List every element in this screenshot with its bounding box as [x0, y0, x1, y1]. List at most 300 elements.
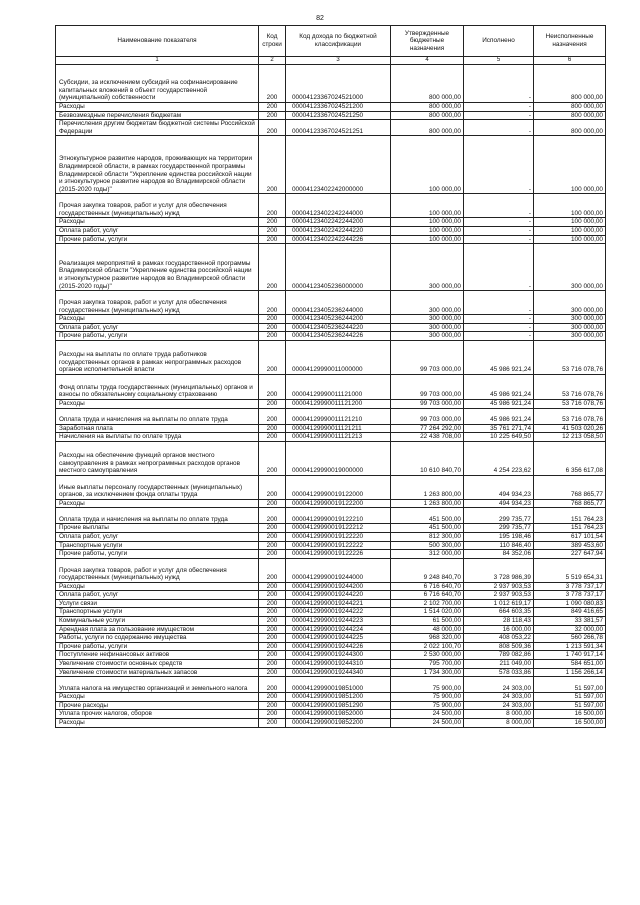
row-executed-amount: 211 049,00 [464, 660, 534, 669]
table-row [56, 499, 606, 508]
row-name: Безвозмездные перечисления бюджетам [56, 111, 259, 120]
row-executed-amount: 10 225 649,50 [464, 433, 534, 442]
row-name: Расходы на выплаты по оплате труда работников государственных органов в рамках непрограммных расходов органов исполнительной власти [56, 340, 259, 374]
row-approved-amount: 24 500,00 [391, 719, 464, 728]
table-row [56, 332, 606, 341]
row-unexecuted-amount: 51 597,00 [534, 693, 606, 702]
row-line-code: 200 [259, 226, 286, 235]
budget-execution-table [55, 25, 606, 728]
row-line-code: 200 [259, 499, 286, 508]
row-approved-amount: 300 000,00 [391, 291, 464, 315]
row-line-code: 200 [259, 399, 286, 408]
row-name: Расходы [56, 399, 259, 408]
table-row [56, 103, 606, 112]
row-classification-code: 00004129990011121210 [286, 408, 391, 424]
row-executed-amount: 2 937 903,53 [464, 591, 534, 600]
row-unexecuted-amount: 768 865,77 [534, 475, 606, 499]
table-row [56, 719, 606, 728]
row-unexecuted-amount: 53 716 078,76 [534, 340, 606, 374]
table-row [56, 677, 606, 693]
row-classification-code: 00004129990019244220 [286, 591, 391, 600]
row-unexecuted-amount: 300 000,00 [534, 244, 606, 291]
row-executed-amount: - [464, 120, 534, 136]
row-unexecuted-amount: 1 156 266,14 [534, 668, 606, 677]
row-unexecuted-amount: 53 716 078,76 [534, 399, 606, 408]
row-approved-amount: 99 703 000,00 [391, 399, 464, 408]
row-classification-code: 00004129990019244223 [286, 617, 391, 626]
row-name: Субсидии, за исключением субсидий на софинансирование капитальных вложений в объект государственной (муниципальной) собственности [56, 65, 259, 103]
column-header-kbk: Код дохода по бюджетной классификации [286, 26, 391, 57]
row-approved-amount: 6 716 640,70 [391, 582, 464, 591]
row-line-code: 200 [259, 340, 286, 374]
header-row [56, 26, 606, 57]
row-line-code: 200 [259, 433, 286, 442]
table-row [56, 508, 606, 524]
row-name: Оплата работ, услуг [56, 323, 259, 332]
column-header-approved: Утвержденные бюджетные назначения [391, 26, 464, 57]
row-classification-code: 00004129990019851000 [286, 677, 391, 693]
row-name: Заработная плата [56, 424, 259, 433]
table-row [56, 194, 606, 218]
row-classification-code: 00004129990019244226 [286, 642, 391, 651]
column-number: 3 [286, 57, 391, 65]
row-approved-amount: 100 000,00 [391, 226, 464, 235]
row-classification-code: 00004129990011121211 [286, 424, 391, 433]
row-executed-amount: 24 303,00 [464, 701, 534, 710]
row-approved-amount: 2 102 700,00 [391, 599, 464, 608]
page-number: 82 [316, 15, 324, 22]
row-approved-amount: 300 000,00 [391, 244, 464, 291]
row-unexecuted-amount: 32 000,00 [534, 625, 606, 634]
row-unexecuted-amount: 560 266,78 [534, 634, 606, 643]
row-line-code: 200 [259, 693, 286, 702]
row-classification-code: 00004129990019244340 [286, 668, 391, 677]
row-line-code: 200 [259, 65, 286, 103]
row-name: Реализация мероприятий в рамках государственной программы Владимирской области "Укрепление единства российской нации и этнокультурное развитие народов во Владимирской области (2015-2020 годы)" [56, 244, 259, 291]
row-executed-amount: - [464, 136, 534, 194]
row-line-code: 200 [259, 532, 286, 541]
row-executed-amount: - [464, 235, 534, 244]
table-row [56, 524, 606, 533]
row-classification-code: 00004129990019122222 [286, 541, 391, 550]
row-line-code: 200 [259, 218, 286, 227]
table-body [56, 65, 606, 728]
row-name: Оплата работ, услуг [56, 591, 259, 600]
row-name: Уплата прочих налогов, сборов [56, 710, 259, 719]
row-unexecuted-amount: 800 000,00 [534, 103, 606, 112]
row-executed-amount: - [464, 111, 534, 120]
table-row [56, 660, 606, 669]
row-approved-amount: 451 500,00 [391, 508, 464, 524]
row-line-code: 200 [259, 315, 286, 324]
table-row [56, 424, 606, 433]
row-approved-amount: 6 716 640,70 [391, 591, 464, 600]
row-name: Прочие работы, услуги [56, 550, 259, 559]
row-line-code: 200 [259, 235, 286, 244]
table-row [56, 433, 606, 442]
row-approved-amount: 75 900,00 [391, 693, 464, 702]
column-header-code: Код строки [259, 26, 286, 57]
table-row [56, 558, 606, 582]
table-row [56, 693, 606, 702]
row-name: Коммунальные услуги [56, 617, 259, 626]
row-executed-amount: - [464, 226, 534, 235]
column-number-row [56, 57, 606, 65]
row-name: Прочие работы, услуги [56, 642, 259, 651]
row-executed-amount: 578 033,86 [464, 668, 534, 677]
column-number: 2 [259, 57, 286, 65]
row-unexecuted-amount: 12 213 058,50 [534, 433, 606, 442]
table-row [56, 541, 606, 550]
row-unexecuted-amount: 151 764,23 [534, 508, 606, 524]
table-row [56, 441, 606, 475]
row-classification-code: 00004129990019122220 [286, 532, 391, 541]
row-line-code: 200 [259, 136, 286, 194]
row-unexecuted-amount: 227 647,94 [534, 550, 606, 559]
row-classification-code: 00004123402242244000 [286, 194, 391, 218]
row-line-code: 200 [259, 582, 286, 591]
row-line-code: 200 [259, 332, 286, 341]
row-executed-amount: - [464, 103, 534, 112]
table-row [56, 235, 606, 244]
row-classification-code: 00004123405236244200 [286, 315, 391, 324]
row-unexecuted-amount: 300 000,00 [534, 332, 606, 341]
row-approved-amount: 300 000,00 [391, 315, 464, 324]
row-name: Расходы [56, 218, 259, 227]
row-line-code: 200 [259, 625, 286, 634]
row-classification-code: 00004129990019000000 [286, 441, 391, 475]
row-executed-amount: 494 934,23 [464, 499, 534, 508]
table-row [56, 374, 606, 399]
row-executed-amount: 3 728 986,39 [464, 558, 534, 582]
row-name: Увеличение стоимости материальных запасов [56, 668, 259, 677]
row-name: Расходы [56, 582, 259, 591]
row-line-code: 200 [259, 719, 286, 728]
row-classification-code: 00004123367024521200 [286, 103, 391, 112]
row-executed-amount: 16 000,00 [464, 625, 534, 634]
row-classification-code: 00004129990019122212 [286, 524, 391, 533]
table-row [56, 218, 606, 227]
row-name: Расходы [56, 719, 259, 728]
row-executed-amount: 299 735,77 [464, 524, 534, 533]
row-approved-amount: 800 000,00 [391, 65, 464, 103]
row-executed-amount: 45 986 921,24 [464, 408, 534, 424]
row-classification-code: 00004129990011121000 [286, 374, 391, 399]
row-executed-amount: 195 198,46 [464, 532, 534, 541]
row-approved-amount: 300 000,00 [391, 332, 464, 341]
row-approved-amount: 800 000,00 [391, 111, 464, 120]
column-number: 6 [534, 57, 606, 65]
table-row [56, 475, 606, 499]
row-line-code: 200 [259, 244, 286, 291]
row-approved-amount: 1 263 800,00 [391, 475, 464, 499]
row-approved-amount: 800 000,00 [391, 103, 464, 112]
row-line-code: 200 [259, 194, 286, 218]
table-row [56, 625, 606, 634]
row-line-code: 200 [259, 608, 286, 617]
row-approved-amount: 61 500,00 [391, 617, 464, 626]
column-header-unexecuted: Неисполненные назначения [534, 26, 606, 57]
row-unexecuted-amount: 16 500,00 [534, 719, 606, 728]
row-approved-amount: 451 500,00 [391, 524, 464, 533]
row-line-code: 200 [259, 660, 286, 669]
row-unexecuted-amount: 768 865,77 [534, 499, 606, 508]
row-unexecuted-amount: 151 764,23 [534, 524, 606, 533]
row-classification-code: 00004123402242244220 [286, 226, 391, 235]
row-approved-amount: 2 530 000,00 [391, 651, 464, 660]
row-name: Оплата труда и начисления на выплаты по оплате труда [56, 408, 259, 424]
row-classification-code: 00004129990011121200 [286, 399, 391, 408]
row-line-code: 200 [259, 120, 286, 136]
row-name: Оплата работ, услуг [56, 226, 259, 235]
row-executed-amount: 2 937 903,53 [464, 582, 534, 591]
row-line-code: 200 [259, 701, 286, 710]
table-row [56, 120, 606, 136]
row-line-code: 200 [259, 599, 286, 608]
table-row [56, 617, 606, 626]
row-name: Иные выплаты персоналу государственных (муниципальных) органов, за исключением фонда оплаты труда [56, 475, 259, 499]
row-classification-code: 00004123405236000000 [286, 244, 391, 291]
row-unexecuted-amount: 5 519 654,31 [534, 558, 606, 582]
row-approved-amount: 1 263 800,00 [391, 499, 464, 508]
row-executed-amount: 808 509,36 [464, 642, 534, 651]
row-unexecuted-amount: 849 416,65 [534, 608, 606, 617]
row-unexecuted-amount: 100 000,00 [534, 218, 606, 227]
row-approved-amount: 1 734 300,00 [391, 668, 464, 677]
row-classification-code: 00004129990019244224 [286, 625, 391, 634]
row-name: Прочие работы, услуги [56, 332, 259, 341]
row-approved-amount: 75 900,00 [391, 677, 464, 693]
row-name: Прочая закупка товаров, работ и услуг для обеспечения государственных (муниципальных) нужд [56, 291, 259, 315]
row-line-code: 200 [259, 541, 286, 550]
row-unexecuted-amount: 389 453,60 [534, 541, 606, 550]
row-executed-amount: 789 082,86 [464, 651, 534, 660]
row-name: Прочая закупка товаров, работ и услуг для обеспечения государственных (муниципальных) нужд [56, 558, 259, 582]
row-unexecuted-amount: 300 000,00 [534, 315, 606, 324]
row-line-code: 200 [259, 651, 286, 660]
row-approved-amount: 1 514 020,00 [391, 608, 464, 617]
row-classification-code: 00004129990019244225 [286, 634, 391, 643]
row-classification-code: 00004129990019122200 [286, 499, 391, 508]
row-line-code: 200 [259, 475, 286, 499]
row-classification-code: 00004129990019851290 [286, 701, 391, 710]
row-approved-amount: 500 300,00 [391, 541, 464, 550]
row-approved-amount: 99 703 000,00 [391, 340, 464, 374]
row-name: Прочие работы, услуги [56, 235, 259, 244]
row-executed-amount: - [464, 218, 534, 227]
row-unexecuted-amount: 100 000,00 [534, 235, 606, 244]
row-unexecuted-amount: 800 000,00 [534, 120, 606, 136]
table-row [56, 608, 606, 617]
row-executed-amount: 4 254 223,62 [464, 441, 534, 475]
row-classification-code: 00004123405236244220 [286, 323, 391, 332]
row-name: Расходы [56, 693, 259, 702]
row-unexecuted-amount: 41 503 020,26 [534, 424, 606, 433]
row-classification-code: 00004129990019244000 [286, 558, 391, 582]
row-classification-code: 00004123402242244226 [286, 235, 391, 244]
row-name: Фонд оплаты труда государственных (муниципальных) органов и взносы по обязательному социальному страхованию [56, 374, 259, 399]
row-executed-amount: - [464, 194, 534, 218]
row-classification-code: 00004123402242000000 [286, 136, 391, 194]
row-executed-amount: - [464, 291, 534, 315]
row-approved-amount: 22 438 708,00 [391, 433, 464, 442]
row-name: Расходы [56, 103, 259, 112]
row-unexecuted-amount: 1 740 917,14 [534, 651, 606, 660]
row-unexecuted-amount: 1 213 591,34 [534, 642, 606, 651]
row-approved-amount: 100 000,00 [391, 235, 464, 244]
row-classification-code: 00004129990019851200 [286, 693, 391, 702]
row-line-code: 200 [259, 441, 286, 475]
row-line-code: 200 [259, 550, 286, 559]
row-executed-amount: 45 986 921,24 [464, 340, 534, 374]
table-row [56, 550, 606, 559]
row-unexecuted-amount: 53 716 078,76 [534, 374, 606, 399]
row-approved-amount: 968 320,00 [391, 634, 464, 643]
budget-table-container [55, 25, 605, 728]
column-header-name: Наименование показателя [56, 26, 259, 57]
row-classification-code: 00004129990011121213 [286, 433, 391, 442]
row-approved-amount: 10 610 840,70 [391, 441, 464, 475]
row-approved-amount: 800 000,00 [391, 120, 464, 136]
row-line-code: 200 [259, 374, 286, 399]
column-number: 4 [391, 57, 464, 65]
row-approved-amount: 100 000,00 [391, 218, 464, 227]
row-classification-code: 00004123367024521000 [286, 65, 391, 103]
row-classification-code: 00004129990019122226 [286, 550, 391, 559]
row-line-code: 200 [259, 111, 286, 120]
row-line-code: 200 [259, 591, 286, 600]
row-classification-code: 00004123405236244226 [286, 332, 391, 341]
row-approved-amount: 48 000,00 [391, 625, 464, 634]
row-line-code: 200 [259, 634, 286, 643]
row-executed-amount: 299 735,77 [464, 508, 534, 524]
table-row [56, 651, 606, 660]
row-line-code: 200 [259, 558, 286, 582]
row-approved-amount: 100 000,00 [391, 194, 464, 218]
row-executed-amount: 8 000,00 [464, 719, 534, 728]
row-unexecuted-amount: 51 597,00 [534, 677, 606, 693]
row-executed-amount: 664 603,35 [464, 608, 534, 617]
row-approved-amount: 300 000,00 [391, 323, 464, 332]
row-classification-code: 00004129990011000000 [286, 340, 391, 374]
row-name: Оплата работ, услуг [56, 532, 259, 541]
row-classification-code: 00004129990019244200 [286, 582, 391, 591]
row-unexecuted-amount: 53 716 078,76 [534, 408, 606, 424]
table-row [56, 582, 606, 591]
table-row [56, 315, 606, 324]
row-name: Расходы на обеспечение функций органов местного самоуправления в рамках непрограммных расходов органов местного самоуправления [56, 441, 259, 475]
table-row [56, 323, 606, 332]
row-executed-amount: 45 986 921,24 [464, 399, 534, 408]
row-line-code: 200 [259, 291, 286, 315]
row-line-code: 200 [259, 508, 286, 524]
row-line-code: 200 [259, 323, 286, 332]
row-classification-code: 00004123405236244000 [286, 291, 391, 315]
row-executed-amount: 494 934,23 [464, 475, 534, 499]
row-classification-code: 00004129990019244222 [286, 608, 391, 617]
row-name: Прочая закупка товаров, работ и услуг для обеспечения государственных (муниципальных) нужд [56, 194, 259, 218]
table-row [56, 634, 606, 643]
row-executed-amount: - [464, 244, 534, 291]
row-line-code: 200 [259, 424, 286, 433]
row-line-code: 200 [259, 642, 286, 651]
row-name: Уплата налога на имущество организаций и земельного налога [56, 677, 259, 693]
table-row [56, 111, 606, 120]
row-name: Транспортные услуги [56, 608, 259, 617]
row-approved-amount: 100 000,00 [391, 136, 464, 194]
row-unexecuted-amount: 3 778 737,17 [534, 591, 606, 600]
row-classification-code: 00004129990019244310 [286, 660, 391, 669]
table-row [56, 408, 606, 424]
row-classification-code: 00004129990019852000 [286, 710, 391, 719]
row-executed-amount: 408 053,22 [464, 634, 534, 643]
row-name: Оплата труда и начисления на выплаты по оплате труда [56, 508, 259, 524]
row-approved-amount: 77 264 292,00 [391, 424, 464, 433]
table-header [56, 26, 606, 65]
row-approved-amount: 2 022 100,70 [391, 642, 464, 651]
row-approved-amount: 312 000,00 [391, 550, 464, 559]
row-executed-amount: - [464, 315, 534, 324]
row-executed-amount: 8 000,00 [464, 710, 534, 719]
row-name: Прочие выплаты [56, 524, 259, 533]
table-row [56, 340, 606, 374]
row-name: Этнокультурное развитие народов, проживающих на территории Владимирской области, в рамках государственной программы Владимирской области "Укрепление единства российской нации и этнокультурное развитие народов во Владимирской области (2015-2020 годы)" [56, 136, 259, 194]
row-name: Расходы [56, 499, 259, 508]
row-unexecuted-amount: 584 651,00 [534, 660, 606, 669]
row-line-code: 200 [259, 103, 286, 112]
row-unexecuted-amount: 300 000,00 [534, 291, 606, 315]
row-unexecuted-amount: 16 500,00 [534, 710, 606, 719]
row-executed-amount: 84 352,06 [464, 550, 534, 559]
column-number: 1 [56, 57, 259, 65]
row-line-code: 200 [259, 668, 286, 677]
table-row [56, 591, 606, 600]
row-classification-code: 00004123367024521250 [286, 111, 391, 120]
row-executed-amount: 110 846,40 [464, 541, 534, 550]
row-unexecuted-amount: 100 000,00 [534, 136, 606, 194]
row-name: Работы, услуги по содержанию имущества [56, 634, 259, 643]
row-name: Транспортные услуги [56, 541, 259, 550]
row-classification-code: 00004129990019244221 [286, 599, 391, 608]
row-name: Расходы [56, 315, 259, 324]
table-row [56, 136, 606, 194]
row-line-code: 200 [259, 524, 286, 533]
row-approved-amount: 99 703 000,00 [391, 374, 464, 399]
row-executed-amount: - [464, 332, 534, 341]
row-unexecuted-amount: 100 000,00 [534, 194, 606, 218]
table-row [56, 65, 606, 103]
table-row [56, 291, 606, 315]
row-unexecuted-amount: 6 356 617,08 [534, 441, 606, 475]
row-line-code: 200 [259, 710, 286, 719]
row-line-code: 200 [259, 617, 286, 626]
row-unexecuted-amount: 617 101,54 [534, 532, 606, 541]
column-number: 5 [464, 57, 534, 65]
row-executed-amount: - [464, 323, 534, 332]
table-row [56, 668, 606, 677]
row-executed-amount: - [464, 65, 534, 103]
row-name: Начисления на выплаты по оплате труда [56, 433, 259, 442]
row-executed-amount: 1 012 619,17 [464, 599, 534, 608]
row-unexecuted-amount: 800 000,00 [534, 65, 606, 103]
table-row [56, 532, 606, 541]
row-approved-amount: 99 703 000,00 [391, 408, 464, 424]
row-classification-code: 00004129990019122210 [286, 508, 391, 524]
row-unexecuted-amount: 3 778 737,17 [534, 582, 606, 591]
row-classification-code: 00004129990019244300 [286, 651, 391, 660]
table-row [56, 399, 606, 408]
row-classification-code: 00004129990019122000 [286, 475, 391, 499]
